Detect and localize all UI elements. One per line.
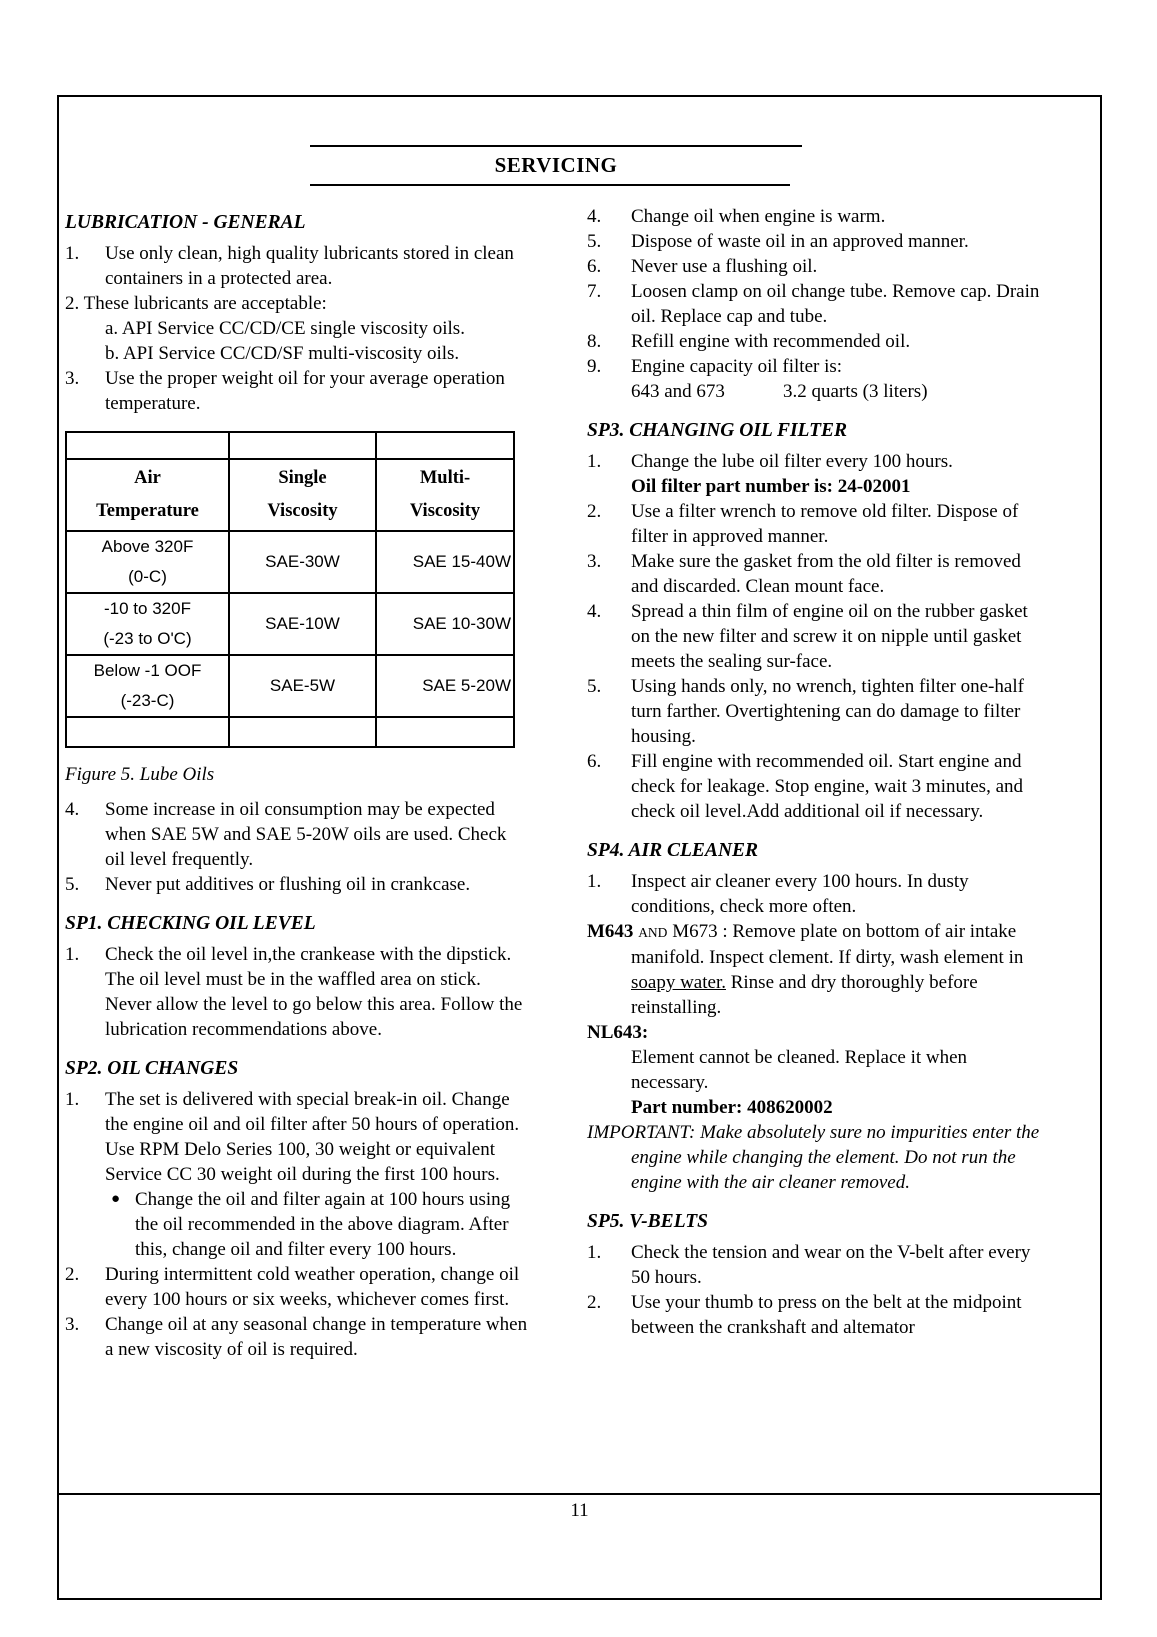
list-item bbox=[65, 1087, 531, 1187]
model-m643: M643 bbox=[587, 921, 634, 942]
bullet-icon: ● bbox=[111, 1191, 121, 1207]
list-item bbox=[587, 1240, 1047, 1290]
footer-rule bbox=[59, 1493, 1100, 1495]
item-number: 1. bbox=[65, 1089, 80, 1110]
lube-oil-table bbox=[65, 431, 515, 748]
list-item bbox=[65, 1312, 531, 1362]
oil-filter-part-number: Oil filter part number is: 24-02001 bbox=[631, 476, 911, 497]
item-text: Fill engine with recommended oil. Start engine and check for leakage. Stop engine, wait 3 minutes, and check oil level.Add additional oil if necessary. bbox=[631, 751, 1024, 822]
list-item bbox=[587, 869, 1047, 919]
cell-air-temperature: Above 320F (0-C) bbox=[66, 531, 229, 593]
item-number: 1. bbox=[587, 1242, 602, 1263]
item-line: Change the lube oil filter every 100 hours. bbox=[631, 451, 953, 472]
bullet-text: Change the oil and filter again at 100 hours using the oil recommended in the above diagram. After this, change oil and filter every 100 hours. bbox=[135, 1189, 511, 1260]
item-text: Use your thumb to press on the belt at the midpoint between the crankshaft and altemator bbox=[631, 1292, 1022, 1338]
m643-m673-note bbox=[587, 919, 1047, 1020]
item-text: Make sure the gasket from the old filter is removed and discarded. Clean mount face. bbox=[631, 551, 1021, 597]
item-text bbox=[631, 354, 1047, 404]
item-number: 1. bbox=[587, 871, 602, 892]
item-text: Never use a flushing oil. bbox=[631, 256, 818, 277]
and-word: AND bbox=[638, 925, 668, 940]
list-item bbox=[587, 599, 1047, 674]
item-line: Engine capacity oil filter is: bbox=[631, 356, 843, 377]
item-text: Never put additives or flushing oil in crankcase. bbox=[105, 874, 471, 895]
item-number: 5. bbox=[587, 231, 602, 252]
item-text: The set is delivered with special break-in oil. Change the engine oil and oil filter after 50 hours of operation. Use RPM Delo Series 100, 30 weight or equivalent Service CC 30 weight oil during the first 100 hours. bbox=[105, 1089, 520, 1185]
table-padding-cell bbox=[376, 432, 514, 459]
title-rule-bottom bbox=[310, 184, 790, 186]
title-rule-top bbox=[310, 145, 802, 147]
heading-sp1-checking-oil-level: SP1. CHECKING OIL LEVEL bbox=[65, 913, 316, 934]
list-item: 2. These lubricants are acceptable: bbox=[65, 293, 327, 314]
list-item bbox=[587, 499, 1047, 549]
list-item bbox=[65, 366, 531, 416]
list-item bbox=[587, 674, 1047, 749]
item-text: Dispose of waste oil in an approved manner. bbox=[631, 231, 969, 252]
list-item bbox=[587, 279, 1047, 329]
oil-capacity: 3.2 quarts (3 liters) bbox=[782, 381, 928, 402]
cell-multi-viscosity: SAE 5-20W bbox=[376, 655, 514, 717]
page-title-block bbox=[310, 145, 802, 186]
list-item bbox=[587, 204, 1047, 229]
item-text: Spread a thin film of engine oil on the rubber gasket on the new filter and screw it on nipple until gasket meets the sealing sur-face. bbox=[631, 601, 1028, 672]
item-number: 2. bbox=[587, 1292, 602, 1313]
list-item bbox=[65, 1262, 531, 1312]
table-padding-cell bbox=[66, 717, 229, 747]
list-item bbox=[587, 229, 1047, 254]
item-text: Refill engine with recommended oil. bbox=[631, 331, 911, 352]
table-row bbox=[66, 531, 514, 593]
item-text: Use the proper weight oil for your average operation temperature. bbox=[105, 368, 505, 414]
list-item bbox=[65, 797, 531, 872]
item-text: Loosen clamp on oil change tube. Remove cap. Drain oil. Replace cap and tube. bbox=[631, 281, 1040, 327]
bullet-item bbox=[65, 1187, 531, 1262]
table-header-air-temperature: Air Temperature bbox=[66, 459, 229, 531]
heading-sp2-oil-changes: SP2. OIL CHANGES bbox=[65, 1058, 239, 1079]
list-item bbox=[587, 254, 1047, 279]
item-number: 8. bbox=[587, 331, 602, 352]
item-line bbox=[631, 379, 1047, 404]
sub-item: b. API Service CC/CD/SF multi-viscosity oils. bbox=[105, 343, 460, 364]
list-item bbox=[65, 942, 531, 1042]
item-number: 1. bbox=[587, 451, 602, 472]
m643-note-text: M673 : Remove plate on bottom of air intake manifold. Inspect clement. If dirty, wash element in bbox=[631, 921, 1024, 968]
heading-sp4-air-cleaner: SP4. AIR CLEANER bbox=[587, 840, 759, 861]
cell-multi-viscosity: SAE 15-40W bbox=[376, 531, 514, 593]
cell-single-viscosity: SAE-30W bbox=[229, 531, 376, 593]
heading-sp3-changing-oil-filter: SP3. CHANGING OIL FILTER bbox=[587, 420, 848, 441]
cell-multi-viscosity: SAE 10-30W bbox=[376, 593, 514, 655]
table-padding-cell bbox=[229, 432, 376, 459]
item-number: 3. bbox=[587, 551, 602, 572]
item-text: Use a filter wrench to remove old filter. Dispose of filter in approved manner. bbox=[631, 501, 1019, 547]
list-item bbox=[587, 354, 1047, 404]
table-padding-row bbox=[66, 432, 514, 459]
sub-item: a. API Service CC/CD/CE single viscosity oils. bbox=[105, 318, 465, 339]
item-text: Inspect air cleaner every 100 hours. In dusty conditions, check more often. bbox=[631, 871, 969, 917]
table-padding-row bbox=[66, 717, 514, 747]
item-text: Check the oil level in,the crankease with the dipstick. The oil level must be in the waffled area on stick. Never allow the level to go below this area. Follow the lubrication recommendations above. bbox=[105, 944, 523, 1040]
list-item bbox=[587, 1290, 1047, 1340]
cell-single-viscosity: SAE-5W bbox=[229, 655, 376, 717]
item-text: Change oil when engine is warm. bbox=[631, 206, 886, 227]
cell-air-temperature: Below -1 OOF (-23-C) bbox=[66, 655, 229, 717]
item-number: 3. bbox=[65, 368, 80, 389]
item-number: 5. bbox=[587, 676, 602, 697]
item-number: 2. bbox=[587, 501, 602, 522]
item-text bbox=[631, 449, 1047, 499]
model-nl643-label: NL643: bbox=[587, 1022, 649, 1043]
figure-caption: Figure 5. Lube Oils bbox=[65, 764, 215, 785]
list-item bbox=[65, 241, 531, 291]
list-item bbox=[587, 549, 1047, 599]
left-column bbox=[65, 204, 531, 1362]
item-number: 9. bbox=[587, 356, 602, 377]
table-padding-cell bbox=[376, 717, 514, 747]
list-item bbox=[587, 329, 1047, 354]
right-column bbox=[587, 204, 1047, 1362]
m643-note-text-cont: Rinse and dry thoroughly before reinstalling. bbox=[631, 972, 978, 1018]
page-border bbox=[57, 95, 1102, 1600]
item-number: 2. bbox=[65, 1264, 80, 1285]
table-row bbox=[66, 655, 514, 717]
heading-lubrication-general: LUBRICATION - GENERAL bbox=[65, 212, 306, 233]
item-number: 1. bbox=[65, 243, 80, 264]
cell-air-temperature: -10 to 320F (-23 to O'C) bbox=[66, 593, 229, 655]
item-text: Some increase in oil consumption may be expected when SAE 5W and SAE 5-20W oils are used. Check oil level frequently. bbox=[105, 799, 507, 870]
item-number: 3. bbox=[65, 1314, 80, 1335]
soapy-water-underlined: soapy water. bbox=[631, 972, 726, 993]
cell-single-viscosity: SAE-10W bbox=[229, 593, 376, 655]
important-note: IMPORTANT: Make absolutely sure no impurities enter the engine while changing the element. Do not run the engine with the air cleaner removed. bbox=[587, 1122, 1040, 1193]
item-number: 5. bbox=[65, 874, 80, 895]
nl643-text: Element cannot be cleaned. Replace it when necessary. bbox=[631, 1047, 968, 1093]
item-number: 6. bbox=[587, 256, 602, 277]
list-item bbox=[587, 749, 1047, 824]
table-row bbox=[66, 593, 514, 655]
engine-models: 643 and 673 bbox=[631, 381, 725, 402]
item-number: 4. bbox=[65, 799, 80, 820]
item-text: Using hands only, no wrench, tighten filter one-half turn farther. Overtightening can do damage to filter housing. bbox=[631, 676, 1024, 747]
table-padding-cell bbox=[66, 432, 229, 459]
item-text: Use only clean, high quality lubricants stored in clean containers in a protected area. bbox=[105, 243, 514, 289]
item-text: During intermittent cold weather operation, change oil every 100 hours or six weeks, whichever comes first. bbox=[105, 1264, 520, 1310]
item-text: Change oil at any seasonal change in temperature when a new viscosity of oil is required. bbox=[105, 1314, 528, 1360]
table-header-single-viscosity: Single Viscosity bbox=[229, 459, 376, 531]
list-item bbox=[587, 449, 1047, 499]
table-header-row bbox=[66, 459, 514, 531]
page-title: SERVICING bbox=[494, 153, 618, 177]
nl643-block bbox=[587, 1020, 1047, 1120]
item-number: 7. bbox=[587, 281, 602, 302]
item-text: Check the tension and wear on the V-belt after every 50 hours. bbox=[631, 1242, 1031, 1288]
two-column-layout bbox=[59, 204, 1100, 1362]
item-number: 6. bbox=[587, 751, 602, 772]
nl643-part-number: Part number: 408620002 bbox=[631, 1097, 833, 1118]
page-number: 11 bbox=[570, 1500, 589, 1521]
heading-sp5-v-belts: SP5. V-BELTS bbox=[587, 1211, 709, 1232]
item-number: 4. bbox=[587, 206, 602, 227]
item-number: 4. bbox=[587, 601, 602, 622]
table-padding-cell bbox=[229, 717, 376, 747]
list-item bbox=[65, 872, 531, 897]
item-number: 1. bbox=[65, 944, 80, 965]
table-header-multi-viscosity: Multi- Viscosity bbox=[376, 459, 514, 531]
